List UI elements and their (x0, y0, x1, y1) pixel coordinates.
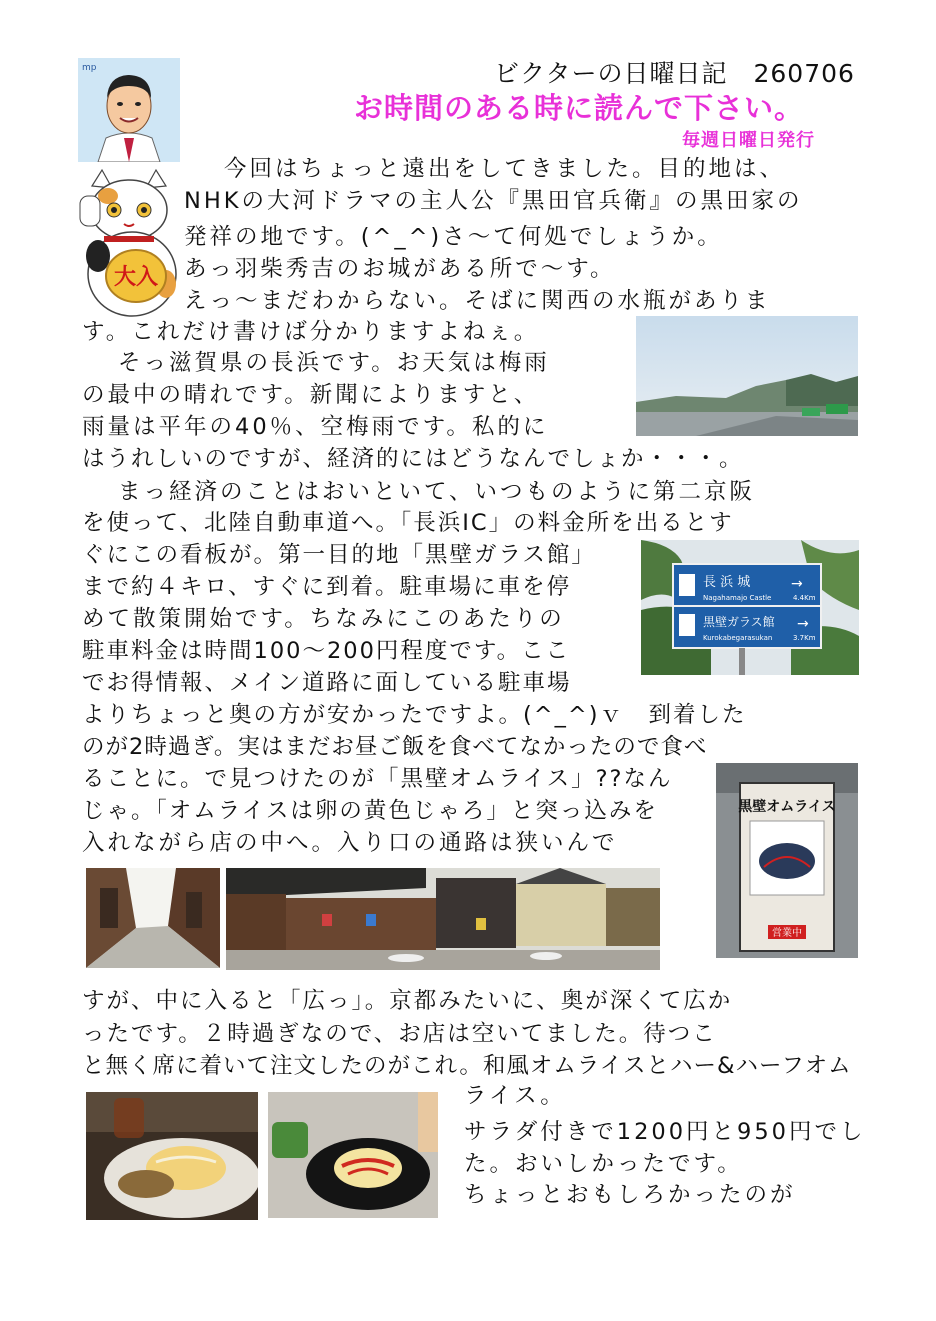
body-line: と無く席に着いて注文したのがこれ。和風オムライスとハー&ハーフオム (82, 1053, 852, 1079)
body-line: でお得情報、メイン道路に面している駐車場 (82, 670, 572, 696)
omurice-open-label: 営業中 (772, 928, 802, 939)
body-line: 駐車料金は時間100～200円程度です。ここ (82, 638, 571, 664)
body-line: 入れながら店の中へ。入り口の通路は狭いんで (82, 830, 618, 856)
omurice-sign-title: 黒壁オムライス (738, 799, 836, 815)
omurice-shop-sign-photo (716, 763, 858, 958)
body-line: じゃ。「オムライスは卵の黄色じゃろ」と突っ込みを (82, 798, 658, 824)
author-caricature (78, 58, 180, 162)
lake-biwa-photo (636, 316, 858, 436)
maneki-neko-illustration (74, 166, 184, 318)
body-line: ライス。 (464, 1083, 566, 1109)
body-line: よりちょっと奥の方が安かったですよ。(^_^)ｖ 到着した (82, 702, 747, 728)
body-line: ることに。で見つけたのが「黒壁オムライス」??なん (82, 766, 673, 792)
weekly-publish-note: 毎週日曜日発行 (682, 130, 815, 151)
body-line: はうれしいのですが、経済的にはどうなんでしょか・・・。 (82, 446, 744, 472)
body-line: そっ滋賀県の長浜です。お天気は梅雨 (118, 350, 550, 376)
body-line: えっ～まだわからない。そばに関西の水瓶がありま (184, 288, 771, 314)
diary-title: ビクターの日曜日記 260706 (494, 59, 855, 88)
wafu-omurice-photo (86, 1092, 258, 1220)
sign-castle-en: Nagahamajo Castle (703, 594, 772, 602)
body-line: 今回はちょっと遠出をしてきました。目的地は、 (224, 156, 786, 182)
cat-coin-text: 大入 (113, 265, 159, 290)
body-line: ちょっとおもしろかったのが (464, 1182, 796, 1208)
sign-glass-en: Kurokabegarasukan (703, 634, 773, 642)
narrow-entrance-alley-photo (86, 868, 220, 968)
body-line: 雨量は平年の40％、空梅雨です。私的に (82, 414, 549, 440)
body-line: のが2時過ぎ。実はまだお昼ご飯を食べてなかったので食べ (82, 734, 708, 760)
body-line: ったです。２時過ぎなので、お店は空いてました。待つこ (82, 1021, 717, 1047)
body-line: 発祥の地です。(^_^)さ～て何処でしょうか。 (184, 224, 723, 250)
svg-text:→: → (797, 616, 809, 632)
body-line: めて散策開始です。ちなみにこのあたりの (82, 606, 565, 632)
courtyard-photo (226, 868, 660, 970)
body-line: ぐにこの看板が。第一目的地「黒壁ガラス館」 (82, 542, 596, 568)
road-sign-photo (641, 540, 859, 675)
half-and-half-omurice-photo (268, 1092, 438, 1218)
body-line: まで約４キロ、すぐに到着。駐車場に車を停 (82, 574, 572, 600)
body-line: まっ経済のことはおいといて、いつものように第二京阪 (118, 479, 756, 505)
body-line: た。おいしかったです。 (464, 1151, 743, 1177)
body-line: の最中の晴れです。新聞によりますと、 (82, 382, 540, 408)
body-line: NHKの大河ドラマの主人公『黒田官兵衛』の黒田家の (184, 188, 803, 214)
avatar-badge: mp (82, 63, 97, 73)
sign-castle-km: 4.4Km (793, 594, 816, 602)
body-line: あっ羽柴秀吉のお城がある所で～す。 (184, 256, 616, 282)
sign-glass-jp: 黒壁ガラス館 (703, 615, 775, 629)
body-line: すが、中に入ると「広っ」。京都みたいに、奥が深くて広か (82, 988, 733, 1014)
body-line: を使って、北陸自動車道へ。「長浜IC」の料金所を出るとす (82, 510, 734, 536)
diary-subtitle: お時間のある時に読んで下さい。 (354, 91, 805, 125)
body-line: サラダ付きで1200円と950円でし (464, 1119, 866, 1145)
svg-text:→: → (791, 576, 803, 592)
body-line: す。これだけ書けば分かりますよねぇ。 (82, 319, 540, 345)
sign-castle-jp: 長 浜 城 (703, 575, 751, 590)
sign-glass-km: 3.7Km (793, 634, 816, 642)
